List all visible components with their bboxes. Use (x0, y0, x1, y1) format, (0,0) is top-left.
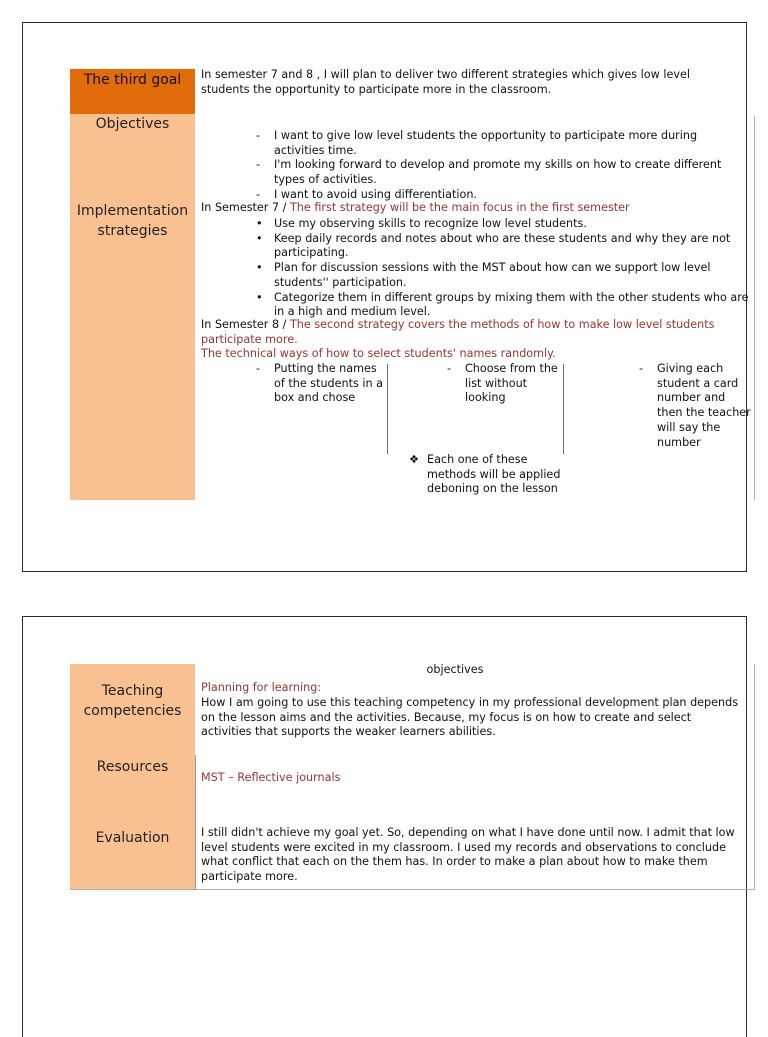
objectives-column-header: objectives (426, 663, 484, 676)
method-divider (387, 364, 388, 454)
objective-item: - I want to give low level students the opportunity to participate more during activities time. (256, 129, 698, 157)
planning-text: How I am going to use this teaching competency in my professional development plan depends on the lesson aims and the activities. Because, my focus is on how to create and select activities that supports the weaker learners abilities. (201, 696, 739, 739)
strategy-item: • Keep daily records and notes about who are these students and why they are not participating. (256, 231, 731, 260)
semester-7-heading: In Semester 7 / The first strategy will be the main focus in the first semester (201, 201, 630, 214)
teaching-competencies-cell (70, 664, 195, 889)
planning-title: Planning for learning: (201, 681, 322, 694)
strategy-item: • Plan for discussion sessions with the MST about how can we support low level students'' participation. (256, 261, 711, 289)
method-3: - Giving each student a card number and then the teacher will say the number (639, 362, 751, 449)
strategy-item: • Use my observing skills to recognize low level students. (256, 217, 587, 230)
evaluation-text: I still didn't achieve my goal yet. So, depending on what I have done until now. I admit that low level students were excited in my classroom. I used my records and observations to conclude what conflict that each on the them has. In order to make a plan about how to make them participate more. (201, 826, 735, 884)
resources-text: MST – Reflective journals (201, 771, 341, 784)
table-divider (195, 755, 196, 889)
objective-item: - I want to avoid using differentiation. (256, 187, 478, 201)
goal-header-cell (70, 69, 195, 114)
methods-note: ❖ Each one of these methods will be applied deboning on the lesson (409, 453, 561, 496)
evaluation-label: Evaluation (95, 830, 170, 846)
technical-ways-text: The technical ways of how to select students' names randomly. (201, 347, 556, 360)
table-right-border (754, 116, 755, 500)
objectives-list (256, 129, 726, 203)
method-divider (563, 364, 564, 454)
implementation-label: Implementation strategies (76, 203, 189, 239)
goal-intro-text: In semester 7 and 8 , I will plan to deliver two different strategies which gives low level students the opportunity to participate more in the classroom. (201, 68, 690, 96)
goal-header-label: The third goal (83, 72, 182, 88)
semester-7-list (256, 217, 750, 320)
semester-8-heading: In Semester 8 / The second strategy covers the methods of how to make low level students participate more. (201, 318, 715, 346)
objectives-label-cell (70, 114, 195, 500)
resources-label: Resources (96, 759, 169, 775)
method-2: - Choose from the list without looking (447, 362, 558, 405)
strategy-item: • Categorize them in different groups by mixing them with the other students who are in a high and medium level. (256, 290, 749, 319)
table-right-border (754, 664, 755, 889)
objectives-label: Objectives (95, 116, 170, 132)
teaching-competencies-label: Teaching competencies (83, 683, 182, 719)
table-bottom-border (70, 889, 755, 890)
objective-item: - I'm looking forward to develop and promote my skills on how to create different types of activities. (256, 158, 722, 187)
method-1: - Putting the names of the students in a box and chose (256, 362, 384, 405)
